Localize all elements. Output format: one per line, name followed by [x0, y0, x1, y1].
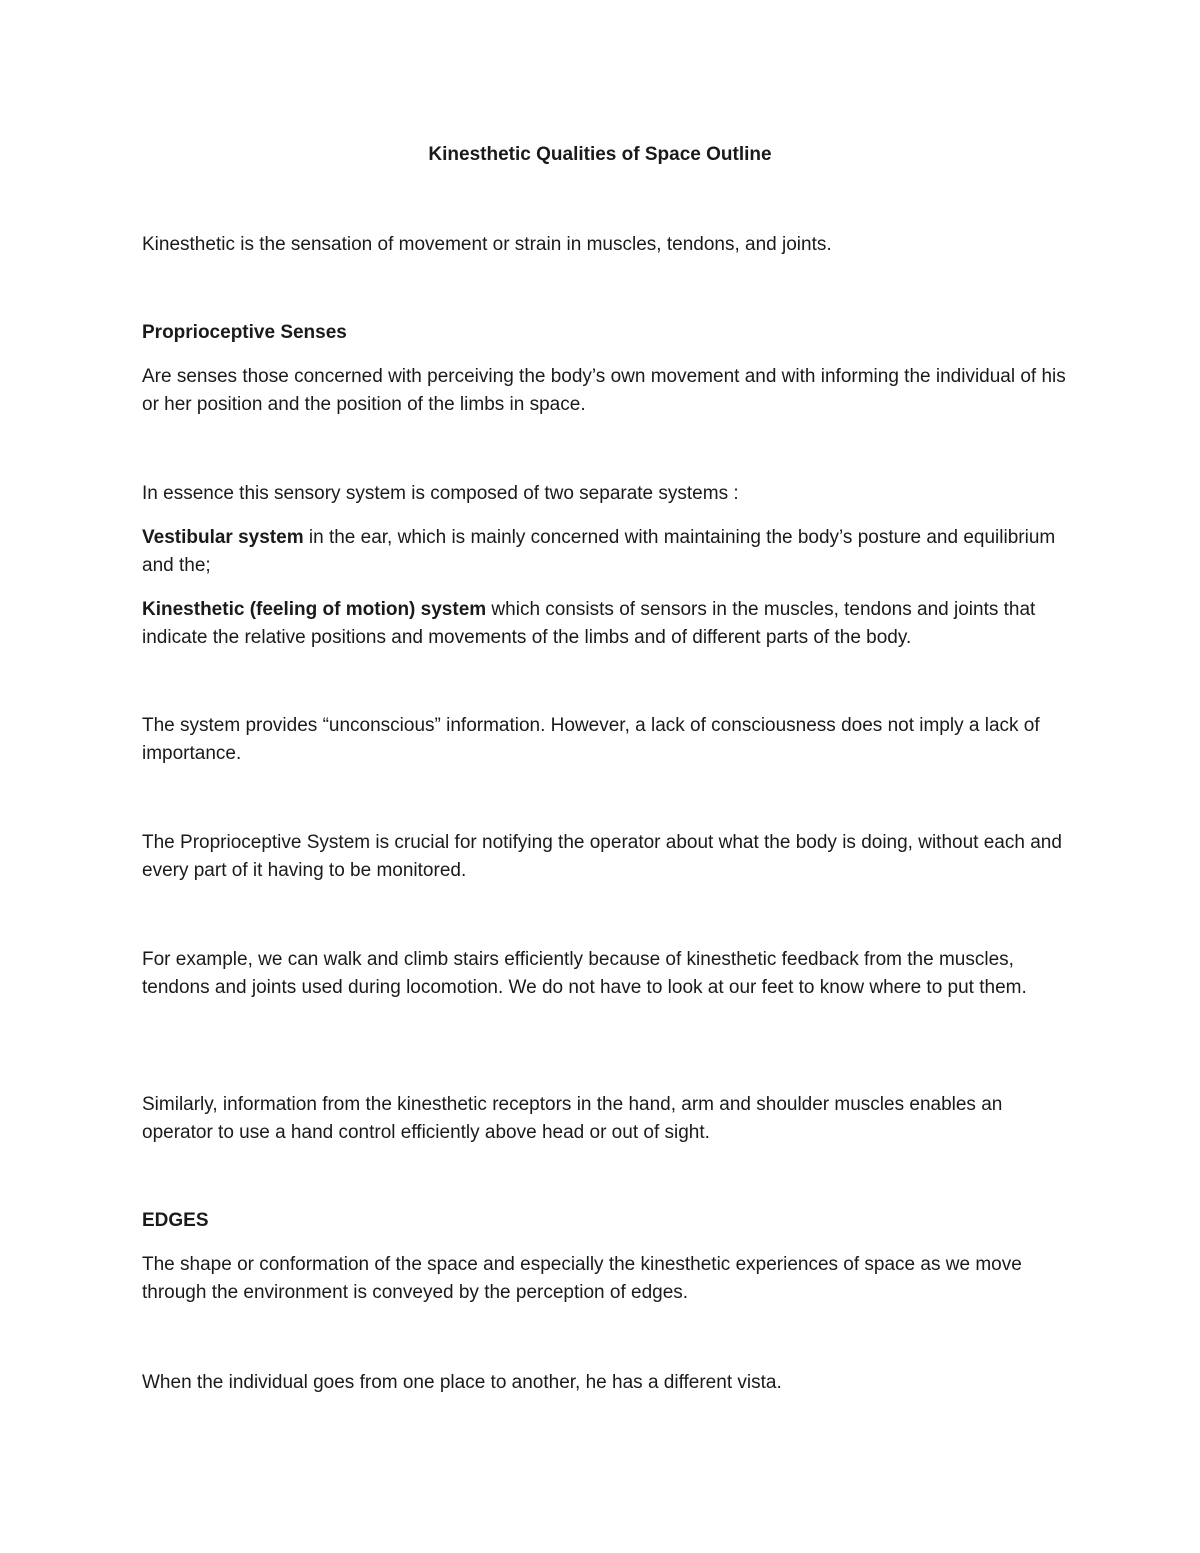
edges-heading: EDGES: [142, 1210, 209, 1231]
unconscious-paragraph: The system provides “unconscious” information. However, a lack of consciousness does not imply a lack of importance.: [142, 715, 1040, 764]
vista-paragraph: When the individual goes from one place to another, he has a different vista.: [142, 1372, 782, 1393]
document-title: Kinesthetic Qualities of Space Outline: [428, 144, 772, 165]
vestibular-term: Vestibular system: [142, 527, 304, 548]
definition-paragraph: Kinesthetic is the sensation of movement or strain in muscles, tendons, and joints.: [142, 234, 832, 255]
kinesthetic-paragraph: [142, 596, 1072, 652]
crucial-paragraph: The Proprioceptive System is crucial for notifying the operator about what the body is doing, without each and every part of it having to be monitored.: [142, 832, 1062, 881]
vestibular-paragraph: [142, 524, 1072, 580]
edges-paragraph: The shape or conformation of the space and especially the kinesthetic experiences of space as we move through the environment is conveyed by the perception of edges.: [142, 1254, 1022, 1303]
kinesthetic-description: which consists of sensors in the muscles, tendons and joints that indicate the relative positions and movements of the limbs and of different parts of the body.: [142, 599, 1036, 648]
similarly-paragraph: Similarly, information from the kinesthetic receptors in the hand, arm and shoulder muscles enables an operator to use a hand control efficiently above head or out of sight.: [142, 1094, 1003, 1143]
proprioceptive-paragraph: Are senses those concerned with perceiving the body’s own movement and with informing the individual of his or her position and the position of the limbs in space.: [142, 366, 1066, 415]
vestibular-description: in the ear, which is mainly concerned with maintaining the body’s posture and equilibrium and the;: [142, 527, 1056, 576]
essence-paragraph: In essence this sensory system is composed of two separate systems :: [142, 483, 739, 504]
kinesthetic-term: Kinesthetic (feeling of motion) system: [142, 599, 487, 620]
proprioceptive-heading: Proprioceptive Senses: [142, 322, 347, 343]
example-paragraph: For example, we can walk and climb stairs efficiently because of kinesthetic feedback from the muscles, tendons and joints used during locomotion. We do not have to look at our feet to know where to put them.: [142, 949, 1027, 998]
